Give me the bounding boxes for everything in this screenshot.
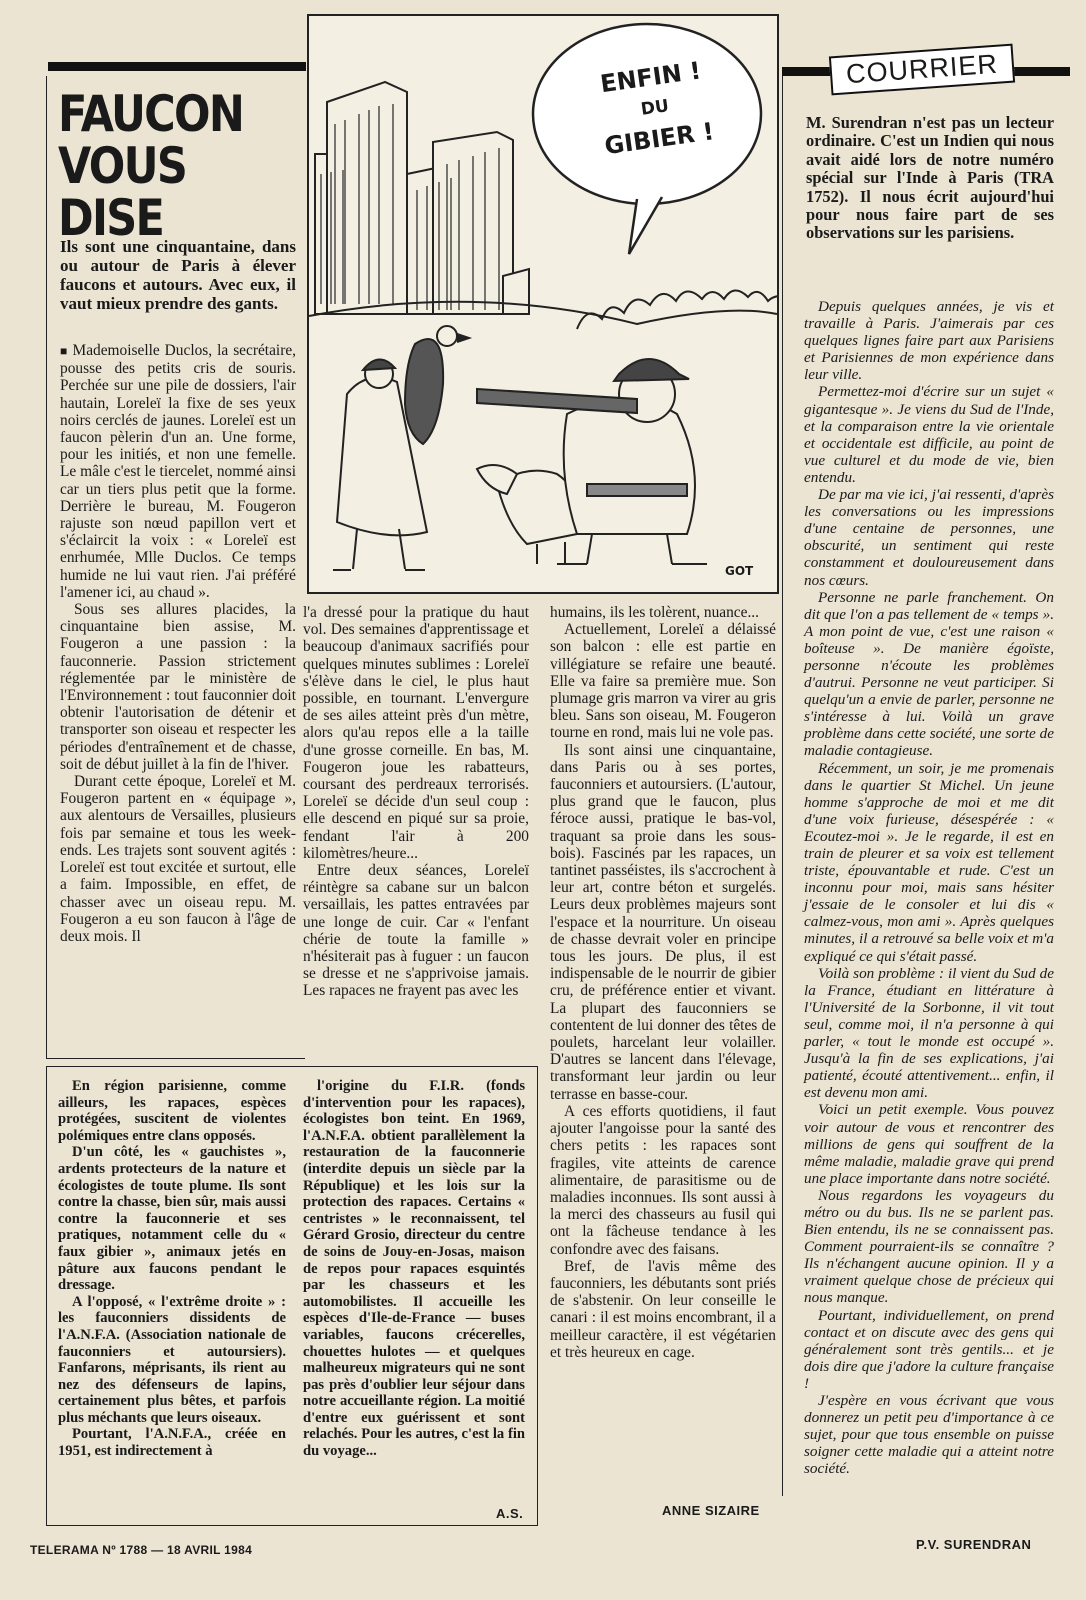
sidebar-box-right — [303, 1078, 525, 1460]
article-column-3 — [550, 604, 776, 1361]
letter-paragraph: Voilà son problème : il vient du Sud de la France, étudiant en littérature à l'Université de la Sorbonne, il vit tout seul, comme moi, il n'a personne à qui parler, « tout le monde est occupé ». Jusqu'à la fin de ses explications, j'ai patienté, écouté attentivement... enfin, il est devenu mon ami. — [804, 964, 1054, 1102]
paragraph: humains, ils les tolèrent, nuance... — [550, 604, 760, 621]
box-paragraph: En région parisienne, comme ailleurs, les rapaces, espèces protégées, suscitent de violentes polémiques entre clans opposés. — [58, 1078, 286, 1144]
paragraph: Durant cette époque, Loreleï et M. Fougeron partent en « équipage », aux alentours de Versailles, plusieurs fois par semaine et tous les week-ends. Les trajets sont souvent agités : Loreleï est tout excitée et surtout, elle a faim. Impossible, en effet, de chasser avec un oiseau repu. M. Fougeron a eu son faucon à l'âge de deux mois. Il — [60, 773, 296, 945]
page-footer: TELERAMA Nº 1788 — 18 AVRIL 1984 — [30, 1543, 253, 1557]
headline-line-2: VOUS DISE — [58, 137, 187, 247]
paragraph: l'a dressé pour la pratique du haut vol. Des semaines d'apprentissage et beaucoup d'animaux sacrifiés pour quelques minutes sublimes : Loreleï s'élève dans le ciel, le plus haut possible, en tournant. L'envergure de ses ailes atteint près d'un mètre, alors qu'au repos elle a la taille d'une grosse corneille. En bas, M. Fougeron joue les rabatteurs, coursant des perdreaux terrorisés. Loreleï se décide d'un seul coup : elle descend en piqué sur sa proie, fendant l'air à 200 kilomètres/heure... — [303, 604, 529, 862]
box-paragraph: A l'opposé, « l'extrême droite » : les fauconniers dissidents de l'A.N.F.A. (Association nationale de fauconniers et autoursiers). Fanfarons, méprisants, ils rient au nez des défenseurs de lapins, certainement plus bêtes, et parfois plus méchants que leurs oiseaux. — [58, 1293, 286, 1426]
paragraph: ■ Mademoiselle Duclos, la secrétaire, pousse des petits cris de souris. Perchée sur une pile de dossiers, l'air hautain, Loreleï la fixe de ses yeux noirs cerclés de jaunes. Loreleï est un faucon pèlerin d'un an. Une forme, pour les initiés, et non une femelle. Le mâle c'est le tiercelet, nommé ainsi car un tiers plus petit que la forme. Derrière le bureau, M. Fougeron rajuste son nœud papillon vert et s'éclaircit la voix : « Loreleï est enrhumée, Mlle Duclos. Ce temps humide ne lui vaut rien. J'ai préféré l'amener ici, au chaud ». — [60, 342, 296, 601]
letter-paragraph: Pourtant, individuellement, on prend contact et on discute avec des gens qui généralement sont très gentils... et je dois dire que j'adore la culture française ! — [804, 1306, 1054, 1392]
letter-paragraph: Récemment, un soir, je me promenais dans le quartier St Michel. Un jeune homme s'approche de moi et me dit d'une voix furieuse, désespérée : « Ecoutez-moi ». Je le regarde, il est en train de pleurer et sa voix est tellement triste, épouvantable et rude. C'est un inconnu pour moi, mais sans hésiter j'essaie de le consoler et lui dis « calmez-vous, mon ami ». Après quelques minutes, il a retrouvé sa belle voix et m'a expliqué ce qui s'était passé. — [804, 759, 1054, 965]
courrier-letter — [804, 298, 1054, 1477]
letter-paragraph: Depuis quelques années, je vis et travaille à Paris. J'aimerais par ces quelques lignes faire part aux Parisiens et Parisiennes de mon expérience dans leur ville. — [804, 298, 1054, 384]
speech-line: ENFIN ! — [598, 56, 703, 99]
paragraph: Ils sont ainsi une cinquantaine, dans Paris ou à ses portes, fauconniers et autoursiers. (L'autour, plus grand que le faucon, plus féroce aussi, pratique le bas-vol, traquant sa proie dans les sous-bois). Fascinés par les rapaces, un tantinet passéistes, ils s'accrochent à leur art, contre béton et surgelés. Leurs deux problèmes majeurs sont l'espace et la nourriture. Un oiseau de chasse devrait voler en principe tous les jours. De plus, il est indispensable de le nourrir de gibier cru, de préférence entier et vivant. La plupart des fauconniers se contentent de lui donner des têtes de poulets, harcelant leur volailler. D'autres se lancent dans l'élevage, transformant leur jardin ou leur terrasse en basse-cour. — [550, 741, 776, 1103]
article-lead: Ils sont une cinquantaine, dans ou autour de Paris à élever faucons et autours. Avec eux, il vaut mieux prendre des gants. — [60, 237, 296, 313]
article-author: ANNE SIZAIRE — [662, 1503, 760, 1518]
paragraph: Bref, de l'avis même des fauconniers, les débutants sont priés de s'abstenir. On leur conseille le canari : il est moins encombrant, il a meilleur caractère, il est végétarien et très heureux en cage. — [550, 1257, 776, 1361]
box-initials: A.S. — [496, 1506, 524, 1521]
courrier-tag: COURRIER — [829, 44, 1015, 96]
headline — [58, 85, 318, 247]
letter-signature: P.V. SURENDRAN — [916, 1537, 1032, 1552]
cartoon — [307, 14, 779, 594]
letter-paragraph: Personne ne parle franchement. On dit que l'on a pas tellement de « temps ». A mon point de vue, c'est une raison « boîteuse ». De manière égoïste, personne n'écoute les problèmes d'autrui. Personne ne veut participer. Si quelqu'un a envie de parler, personne ne s'intéresse à lui. Voilà un grave problème dans cette société, une sorte de maladie contagieuse. — [804, 588, 1054, 760]
letter-paragraph: De par ma vie ici, j'ai ressenti, d'après les conversations ou les impressions d'une centaine de personnes, une obscurité, un sentiment qui reste constamment et douloureusement dans nos cœurs. — [804, 486, 1054, 589]
box-paragraph: l'origine du F.I.R. (fonds d'intervention pour les rapaces), écologistes bon teint. En 1969, l'A.N.F.A. obtient parallèlement la restauration de la fauconnerie (interdite depuis un siècle par la République) et les lois sur la protection des rapaces. Certains « centristes » le reconnaissent, tel Gérard Grosio, directeur du centre de soins de Jouy-en-Josas, maison de repos pour rapaces esquintés par les chasseurs et les automobilistes. Il accueille les espèces d'Ile-de-France — buses variables, faucons crécerelles, chouettes hulotes — et quelques malheureux migrateurs qui ne sont pas près d'oublier leur séjour dans notre accueillante région. La moitié d'entre eux guérissent et sont relachés. Pour les autres, c'est la fin du voyage... — [303, 1078, 525, 1460]
top-rule-left — [48, 62, 306, 71]
paragraph: Sous ses allures placides, la cinquantaine bien assise, M. Fougeron a une passion : la fauconnerie. Passion strictement réglementée par le ministère de l'Environnement : tout fauconnier doit obtenir l'autorisation de détenir et transporter son oiseau et respecter les périodes d'entraînement et de chasse, soit de début juillet à la fin de l'hiver. — [60, 601, 296, 773]
paragraph: Actuellement, Loreleï a délaissé son balcon : elle est partie en villégiature se refaire une beauté. Elle va faire sa première mue. Son plumage gris marron va virer au gris bleu. Sans son oiseau, M. Fougeron tourne en rond, mais lui ne vole pas. — [550, 621, 776, 742]
paragraph: Entre deux séances, Loreleï réintègre sa cabane sur un balcon versaillais, les pattes entravées par une longe de cuir. Car « l'enfant chérie de toute la famille » n'hésiterait pas à fuguer : un faucon se dresse et ne s'apprivoise jamais. Les rapaces ne frayent pas avec les — [303, 862, 529, 1000]
box-paragraph: D'un côté, les « gauchistes », ardents protecteurs de la nature et écologistes de toute plume. Ils sont contre la chasse, bien sûr, mais aussi contre la fauconnerie et ses pratiques, notamment celle du « faux gibier », animaux jetés en pâture aux faucons pendant le dressage. — [58, 1144, 286, 1294]
article-column-1 — [60, 342, 296, 945]
letter-paragraph: Nous regardons les voyageurs du métro ou du bus. Ils ne se parlent pas. Bien entendu, ils ne se connaissent pas. Comment pourraient-ils se connaître ? Ils n'échangent aucune opinion. Il y a vraiment quelque chose de précieux qui nous manque. — [804, 1186, 1054, 1307]
speech-line: DU — [639, 96, 671, 120]
cartoonist-signature: GOT — [725, 564, 754, 578]
box-paragraph: Pourtant, l'A.N.F.A., créée en 1951, est indirectement à — [58, 1426, 286, 1460]
courrier-intro: M. Surendran n'est pas un lecteur ordinaire. C'est un Indien qui nous avait aidé lors de notre numéro spécial sur l'Inde à Paris (TRA 1752). Il nous écrit aujourd'hui pour nous faire part de ses observations sur les parisiens. — [806, 113, 1054, 243]
letter-paragraph: Permettez-moi d'écrire sur un sujet « gigantesque ». Je viens du Sud de l'Inde, et la comparaison entre la vie orientale et occidentale est difficile, au point de vue culturel et du mode de vie, bien entendu. — [804, 383, 1054, 486]
letter-paragraph: Voici un petit exemple. Vous pouvez voir autour de vous et rencontrer des millions de gens qui souffrent de la même maladie, maladie grave qui prend une place importante dans notre société. — [804, 1101, 1054, 1187]
speech-bubble-text — [589, 54, 721, 163]
headline-line-1: FAUCON — [58, 85, 244, 143]
speech-line: GIBIER ! — [602, 117, 716, 161]
paragraph: A ces efforts quotidiens, il faut ajouter l'angoisse pour la santé des chers petits : les rapaces sont fragiles, vite atteints de carence alimentaire, de parasitisme ou de maladies inconnues. Ils sont aussi à la merci des chasseurs au fusil qui ont la fâcheuse tendance à les confondre avec des faisans. — [550, 1102, 776, 1258]
letter-paragraph: J'espère en vous écrivant que vous donnerez un petit peu d'importance à ce sujet, pour que tous ensemble on puisse soigner cette maladie qui a atteint notre société. — [804, 1392, 1054, 1478]
sidebar-box-left — [58, 1078, 286, 1460]
article-column-2 — [303, 604, 529, 1000]
